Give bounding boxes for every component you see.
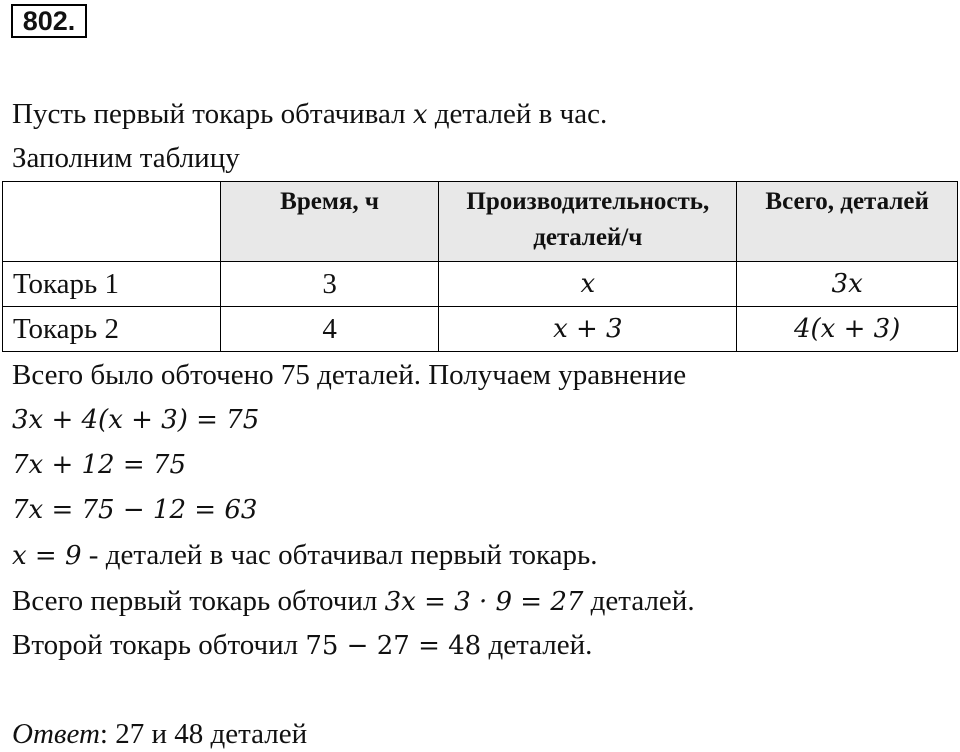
- total-details-text: Всего было обточено 75 деталей. Получаем уравнение: [12, 359, 687, 391]
- solution-text: - деталей в час обтачивал первый токарь.: [81, 539, 598, 571]
- table-row: [3, 262, 958, 307]
- equation-3: 7x = 75 − 12 = 63: [12, 495, 258, 525]
- second-total-before: Второй токарь обточил: [12, 629, 306, 661]
- equation-1: 3x + 4(x + 3) = 75: [12, 405, 260, 435]
- answer-line: [12, 716, 307, 752]
- row-time: 4: [220, 307, 439, 352]
- intro-variable: x: [412, 100, 428, 130]
- table-header-rate: [439, 182, 737, 262]
- intro-line-1: [12, 96, 607, 133]
- row-label: Токарь 1: [3, 262, 221, 307]
- table-header-row: [3, 182, 958, 262]
- equation-2: 7x + 12 = 75: [12, 450, 187, 480]
- solution-math: x = 9: [12, 541, 82, 571]
- first-total-before: Всего первый токарь обточил: [12, 585, 385, 617]
- intro-line-2: Заполним таблицу: [12, 142, 240, 174]
- table-header-empty: [3, 182, 221, 262]
- second-total-after: деталей.: [481, 629, 593, 661]
- problem-number: 802.: [11, 4, 87, 38]
- row-time: 3: [220, 262, 439, 307]
- table-header-total: Всего, деталей: [737, 182, 958, 262]
- intro-text-after: деталей в час.: [427, 98, 608, 130]
- answer-label: Ответ: [12, 718, 100, 750]
- second-total-math: 75 − 27 = 48: [305, 631, 482, 661]
- answer-text: : 27 и 48 деталей: [99, 718, 308, 750]
- first-total-after: деталей.: [583, 585, 695, 617]
- first-turner-total-line: [12, 583, 695, 620]
- row-total: 4(x + 3): [737, 307, 958, 352]
- row-total: 3x: [737, 262, 958, 307]
- row-label: Токарь 2: [3, 307, 221, 352]
- intro-text-before: Пусть первый токарь обтачивал: [12, 98, 413, 130]
- table-header-time: Время, ч: [220, 182, 439, 262]
- row-rate: x + 3: [439, 307, 737, 352]
- table-header-rate-line1: Производительность,: [466, 188, 710, 215]
- first-total-math: 3x = 3 · 9 = 27: [384, 587, 584, 617]
- data-table: [2, 181, 958, 352]
- second-turner-total-line: [12, 627, 592, 664]
- table-header-rate-line2: детaлей/ч: [533, 224, 643, 251]
- row-rate: x: [439, 262, 737, 307]
- solution-line: [12, 537, 598, 574]
- table-row: [3, 307, 958, 352]
